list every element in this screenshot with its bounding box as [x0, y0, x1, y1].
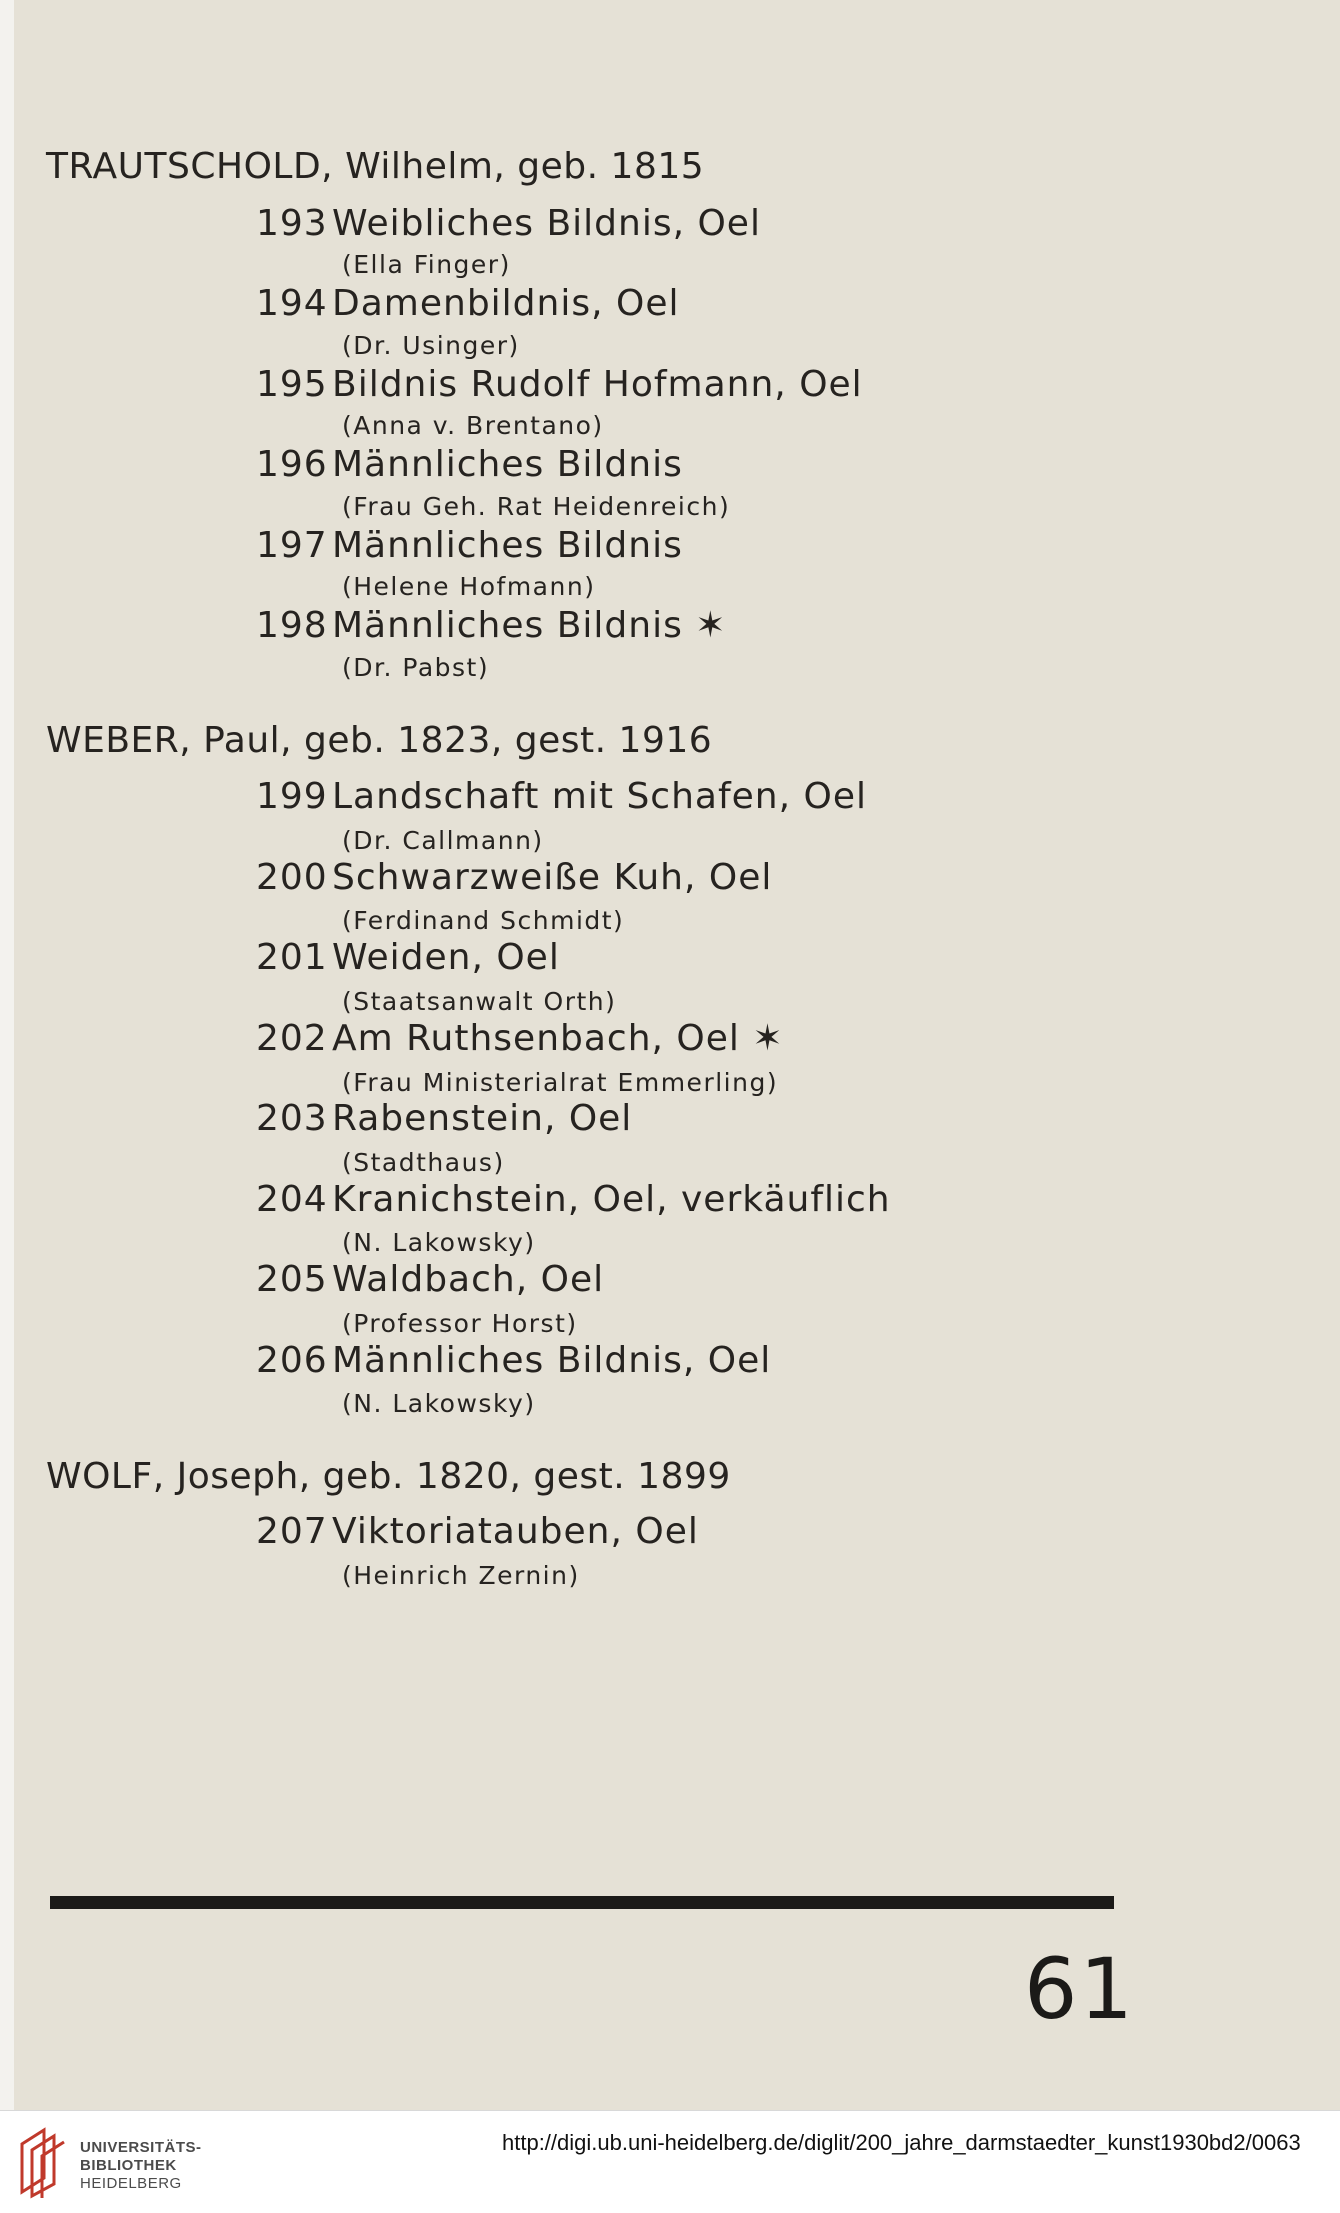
entry-owner: (N. Lakowsky)	[342, 1228, 536, 1257]
catalog-entry	[256, 1018, 784, 1059]
artist-heading: WOLF, Joseph, geb. 1820, gest. 1899	[46, 1456, 731, 1497]
catalog-entry	[256, 605, 726, 646]
artist-heading: TRAUTSCHOLD, Wilhelm, geb. 1815	[46, 146, 705, 187]
library-name-line: HEIDELBERG	[80, 2175, 182, 2192]
entry-title: Kranichstein, Oel, verkäuflich	[332, 1179, 891, 1220]
entry-title: Männliches Bildnis ✶	[332, 605, 727, 646]
entry-title: Landschaft mit Schafen, Oel	[332, 776, 867, 817]
entry-owner: (Professor Horst)	[342, 1309, 578, 1338]
catalog-entry	[256, 1340, 771, 1381]
catalog-entry	[256, 937, 560, 978]
entry-owner: (N. Lakowsky)	[342, 1389, 536, 1418]
page-edge	[0, 0, 14, 2110]
artist-heading: WEBER, Paul, geb. 1823, gest. 1916	[46, 720, 713, 761]
entry-number: 196	[256, 444, 328, 485]
entry-number: 203	[256, 1098, 328, 1139]
catalog-entry	[256, 1179, 891, 1220]
entry-number: 202	[256, 1018, 328, 1059]
entry-number: 201	[256, 937, 328, 978]
entry-number: 200	[256, 857, 328, 898]
entry-owner: (Heinrich Zernin)	[342, 1561, 580, 1590]
entry-title: Weibliches Bildnis, Oel	[332, 203, 761, 244]
catalog-entry	[256, 203, 761, 244]
catalog-entry	[256, 364, 863, 405]
entry-title: Am Ruthsenbach, Oel ✶	[332, 1018, 784, 1059]
library-name-line: BIBLIOTHEK	[80, 2157, 177, 2174]
entry-number: 199	[256, 776, 328, 817]
catalog-entry	[256, 525, 683, 566]
catalog-entry	[256, 1098, 632, 1139]
entry-number: 207	[256, 1511, 328, 1552]
entry-number: 197	[256, 525, 328, 566]
page-number: 61	[1024, 1940, 1135, 2038]
catalog-entry	[256, 857, 772, 898]
catalog-entry	[256, 444, 683, 485]
entry-title: Männliches Bildnis	[332, 444, 683, 485]
entry-title: Damenbildnis, Oel	[332, 283, 680, 324]
entry-number: 205	[256, 1259, 328, 1300]
entry-number: 193	[256, 203, 328, 244]
entry-owner: (Frau Geh. Rat Heidenreich)	[342, 492, 731, 521]
entry-title: Bildnis Rudolf Hofmann, Oel	[332, 364, 863, 405]
catalog-entry	[256, 1259, 604, 1300]
entry-title: Männliches Bildnis	[332, 525, 683, 566]
entry-owner: (Dr. Usinger)	[342, 331, 520, 360]
entry-owner: (Dr. Pabst)	[342, 653, 490, 682]
horizontal-rule	[50, 1896, 1114, 1909]
entry-title: Weiden, Oel	[332, 937, 560, 978]
entry-owner: (Frau Ministerialrat Emmerling)	[342, 1068, 779, 1097]
entry-owner: (Dr. Callmann)	[342, 826, 544, 855]
entry-owner: (Staatsanwalt Orth)	[342, 987, 617, 1016]
entry-owner: (Ella Finger)	[342, 250, 511, 279]
catalog-entry	[256, 1511, 699, 1552]
library-logo-icon	[14, 2122, 76, 2200]
entry-number: 198	[256, 605, 328, 646]
catalog-entry	[256, 776, 867, 817]
entry-owner: (Ferdinand Schmidt)	[342, 906, 625, 935]
entry-number: 204	[256, 1179, 328, 1220]
entry-owner: (Stadthaus)	[342, 1148, 505, 1177]
entry-title: Waldbach, Oel	[332, 1259, 605, 1300]
entry-number: 194	[256, 283, 328, 324]
entry-title: Viktoriatauben, Oel	[332, 1511, 699, 1552]
entry-title: Schwarzweiße Kuh, Oel	[332, 857, 773, 898]
entry-title: Rabenstein, Oel	[332, 1098, 633, 1139]
library-name-line: UNIVERSITÄTS-	[80, 2139, 202, 2156]
entry-title: Männliches Bildnis, Oel	[332, 1340, 772, 1381]
entry-owner: (Anna v. Brentano)	[342, 411, 604, 440]
entry-number: 206	[256, 1340, 328, 1381]
catalog-entry	[256, 283, 679, 324]
entry-number: 195	[256, 364, 328, 405]
source-url-link[interactable]: http://digi.ub.uni-heidelberg.de/diglit/200_jahre_darmstaedter_kunst1930bd2/0063	[502, 2130, 1301, 2155]
viewer-footer	[0, 2110, 1340, 2213]
entry-owner: (Helene Hofmann)	[342, 572, 596, 601]
